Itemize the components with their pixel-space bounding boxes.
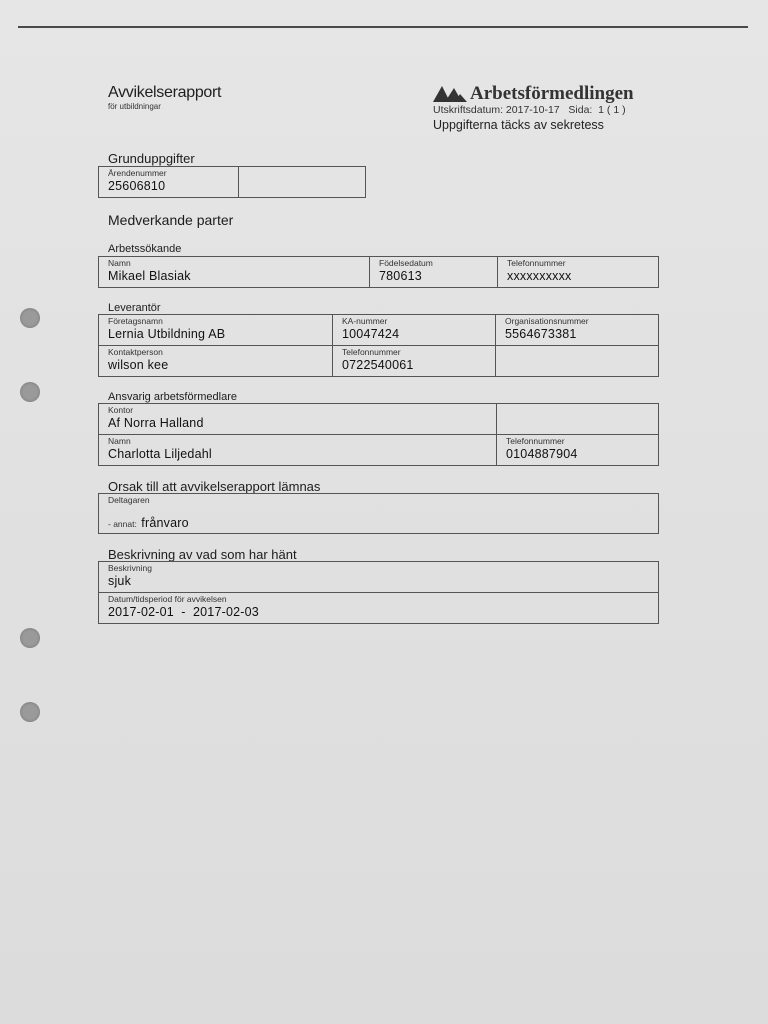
telefon-value: xxxxxxxxxx (507, 269, 572, 283)
namn-value: Mikael Blasiak (108, 269, 191, 283)
punch-hole (20, 628, 40, 648)
period-value: 2017-02-01 - 2017-02-03 (108, 605, 259, 619)
document-title: Avvikelserapport (108, 84, 222, 101)
kontor-label: Kontor (108, 405, 134, 415)
fodelse-cell (370, 257, 498, 288)
secrecy-note: Uppgifterna täcks av sekretess (433, 118, 604, 132)
lev-telefon-value: 0722540061 (342, 358, 414, 372)
section-heading-grunduppgifter: Grunduppgifter (108, 151, 195, 166)
orsak-table (98, 493, 659, 534)
beskr-value: sjuk (108, 574, 132, 588)
kontor-value: Af Norra Halland (108, 416, 204, 430)
annat-value: frånvaro (141, 516, 189, 530)
ans-namn-value: Charlotta Liljedahl (108, 447, 212, 461)
document-subtitle: för utbildningar (108, 102, 161, 111)
ka-cell (333, 315, 496, 346)
section-heading-medverkande: Medverkande parter (108, 212, 234, 228)
beskr-label: Beskrivning (108, 563, 152, 573)
foretag-label: Företagsnamn (108, 316, 163, 326)
foretag-cell (99, 315, 333, 346)
arende-cell (99, 167, 239, 198)
kontakt-value: wilson kee (108, 358, 169, 372)
arende-value: 25606810 (108, 179, 166, 193)
org-value: 5564673381 (505, 327, 577, 341)
ka-value: 10047424 (342, 327, 400, 341)
leverantor-table (98, 314, 659, 377)
grunduppgifter-table (98, 166, 366, 198)
fodelse-value: 780613 (379, 269, 422, 283)
lev-telefon-label: Telefonnummer (342, 347, 401, 357)
beskr-cell (99, 562, 659, 593)
arbetssokande-table (98, 256, 659, 288)
arende-label: Ärendenummer (108, 168, 167, 178)
print-date: Utskriftsdatum: 2017-10-17 Sida: 1 ( 1 ) (433, 104, 626, 116)
arbetssokande-heading: Arbetssökande (108, 243, 182, 255)
org-label: Organisationsnummer (505, 316, 589, 326)
kontakt-cell (99, 346, 333, 377)
telefon-label: Telefonnummer (507, 258, 566, 268)
telefon-cell (498, 257, 659, 288)
namn-cell (99, 257, 370, 288)
brand-name: Arbetsförmedlingen (470, 83, 634, 104)
leverantor-heading: Leverantör (108, 302, 161, 314)
fodelse-label: Födelsedatum (379, 258, 433, 268)
empty-cell (496, 346, 659, 377)
section-heading-orsak: Orsak till att avvikelserapport lämnas (108, 479, 321, 494)
ka-label: KA-nummer (342, 316, 388, 326)
empty-cell (497, 404, 659, 435)
ans-telefon-cell (497, 435, 659, 466)
ans-namn-label: Namn (108, 436, 131, 446)
ans-namn-cell (99, 435, 497, 466)
beskrivning-table (98, 561, 659, 624)
annat-label: - annat: (108, 519, 137, 529)
ansvarig-heading: Ansvarig arbetsförmedlare (108, 391, 238, 403)
deltagaren-cell (99, 494, 659, 534)
period-label: Datum/tidsperiod för avvikelsen (108, 594, 227, 604)
section-heading-beskrivning: Beskrivning av vad som har hänt (108, 547, 297, 562)
foretag-value: Lernia Utbildning AB (108, 327, 226, 341)
af-logo-icon (433, 86, 467, 102)
org-cell (496, 315, 659, 346)
punch-hole (20, 382, 40, 402)
ans-telefon-value: 0104887904 (506, 447, 578, 461)
brand (433, 83, 634, 105)
ans-telefon-label: Telefonnummer (506, 436, 565, 446)
top-rule (18, 26, 748, 28)
empty-cell (239, 167, 366, 198)
kontor-cell (99, 404, 497, 435)
punch-hole (20, 308, 40, 328)
kontakt-label: Kontaktperson (108, 347, 163, 357)
ansvarig-table (98, 403, 659, 466)
namn-label: Namn (108, 258, 131, 268)
period-cell (99, 593, 659, 624)
deltagaren-label: Deltagaren (108, 495, 150, 505)
punch-hole (20, 702, 40, 722)
lev-telefon-cell (333, 346, 496, 377)
